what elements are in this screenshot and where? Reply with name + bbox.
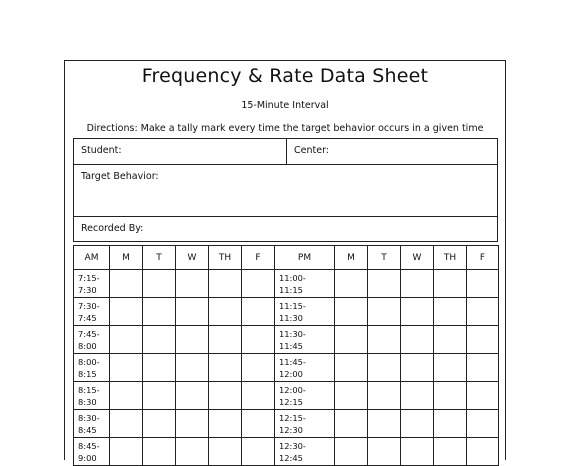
pm-tally-cell[interactable] (401, 410, 434, 438)
pm-tally-cell[interactable] (335, 326, 368, 354)
data-sheet (64, 60, 506, 463)
pm-tally-cell[interactable] (467, 410, 499, 438)
column-header-10: TH (434, 246, 467, 270)
pm-tally-cell[interactable] (434, 326, 467, 354)
am-tally-cell[interactable] (176, 410, 209, 438)
am-tally-cell[interactable] (242, 382, 275, 410)
target-behavior-field-label[interactable]: Target Behavior: (81, 171, 159, 182)
time-text: 7:45- (78, 329, 100, 339)
pm-tally-cell[interactable] (467, 382, 499, 410)
table-row (74, 270, 499, 298)
am-tally-cell[interactable] (209, 410, 242, 438)
pm-time-cell (275, 298, 335, 326)
pm-tally-cell[interactable] (368, 298, 401, 326)
column-header-8: T (368, 246, 401, 270)
column-header-6: PM (275, 246, 335, 270)
pm-tally-cell[interactable] (368, 354, 401, 382)
am-tally-cell[interactable] (110, 298, 143, 326)
time-text: 8:00 (78, 341, 97, 351)
pm-tally-cell[interactable] (434, 354, 467, 382)
pm-tally-cell[interactable] (401, 298, 434, 326)
table-row (74, 382, 499, 410)
am-tally-cell[interactable] (242, 410, 275, 438)
am-tally-cell[interactable] (176, 270, 209, 298)
pm-tally-cell[interactable] (335, 270, 368, 298)
time-text: 11:45 (279, 341, 303, 351)
am-tally-cell[interactable] (209, 298, 242, 326)
time-text: 11:15- (279, 301, 306, 311)
am-time-cell (74, 382, 110, 410)
am-tally-cell[interactable] (143, 298, 176, 326)
time-text: 8:30 (78, 397, 97, 407)
time-text: 11:15 (279, 285, 303, 295)
am-tally-cell[interactable] (209, 354, 242, 382)
time-text: 11:45- (279, 357, 306, 367)
time-text: 7:15- (78, 273, 100, 283)
time-text: 7:30 (78, 285, 97, 295)
am-tally-cell[interactable] (176, 298, 209, 326)
am-time-cell (74, 410, 110, 438)
pm-time-cell (275, 270, 335, 298)
am-tally-cell[interactable] (110, 326, 143, 354)
time-text: 11:30- (279, 329, 306, 339)
am-tally-cell[interactable] (143, 270, 176, 298)
column-header-11: F (467, 246, 499, 270)
pm-time-cell (275, 354, 335, 382)
pm-tally-cell[interactable] (467, 270, 499, 298)
am-time-cell (74, 270, 110, 298)
pm-tally-cell[interactable] (368, 410, 401, 438)
time-text: 8:15- (78, 385, 100, 395)
sheet-title: Frequency & Rate Data Sheet (141, 65, 429, 87)
am-tally-cell[interactable] (242, 326, 275, 354)
column-header-5: F (242, 246, 275, 270)
time-text: 9:00 (78, 453, 97, 463)
am-tally-cell[interactable] (242, 270, 275, 298)
am-tally-cell[interactable] (143, 410, 176, 438)
time-text: 11:00- (279, 273, 306, 283)
time-text: 8:15 (78, 369, 97, 379)
time-text: 12:45 (279, 453, 303, 463)
time-text: 8:45 (78, 425, 97, 435)
am-tally-cell[interactable] (110, 354, 143, 382)
pm-tally-cell[interactable] (467, 298, 499, 326)
time-text: 12:15 (279, 397, 303, 407)
time-text: 12:00 (279, 369, 303, 379)
pm-tally-cell[interactable] (434, 270, 467, 298)
pm-tally-cell[interactable] (368, 326, 401, 354)
target-behavior-row (74, 164, 497, 217)
am-tally-cell[interactable] (110, 270, 143, 298)
pm-time-cell (275, 410, 335, 438)
column-header-4: TH (209, 246, 242, 270)
interval-subtitle: 15-Minute Interval (241, 100, 329, 111)
column-header-9: W (401, 246, 434, 270)
grid-header-row (74, 246, 499, 270)
am-time-cell (74, 298, 110, 326)
column-header-0: AM (74, 246, 110, 270)
student-center-row (74, 139, 497, 165)
time-text: 7:45 (78, 313, 97, 323)
pm-tally-cell[interactable] (335, 410, 368, 438)
time-text: 12:30 (279, 425, 303, 435)
pm-tally-cell[interactable] (401, 326, 434, 354)
am-time-cell (74, 326, 110, 354)
pm-tally-cell[interactable] (401, 354, 434, 382)
time-text: 12:15- (279, 413, 306, 423)
am-tally-cell[interactable] (143, 326, 176, 354)
column-header-1: M (110, 246, 143, 270)
tally-grid (73, 245, 499, 466)
pm-tally-cell[interactable] (434, 382, 467, 410)
pm-tally-cell[interactable] (368, 382, 401, 410)
am-tally-cell[interactable] (209, 382, 242, 410)
time-text: 11:30 (279, 313, 303, 323)
student-field-label[interactable]: Student: (81, 145, 122, 156)
pm-tally-cell[interactable] (401, 382, 434, 410)
am-time-cell (74, 354, 110, 382)
am-tally-cell[interactable] (242, 354, 275, 382)
directions-text: Directions: Make a tally mark every time the target behavior occurs in a given time (86, 123, 484, 134)
info-box (73, 138, 498, 242)
recorded-by-field-label[interactable]: Recorded By: (81, 223, 144, 234)
pm-tally-cell[interactable] (335, 298, 368, 326)
column-header-7: M (335, 246, 368, 270)
pm-tally-cell[interactable] (434, 298, 467, 326)
am-tally-cell[interactable] (209, 270, 242, 298)
pm-tally-cell[interactable] (335, 382, 368, 410)
table-row (74, 326, 499, 354)
center-field-label[interactable]: Center: (294, 145, 330, 156)
pm-tally-cell[interactable] (335, 354, 368, 382)
pm-tally-cell[interactable] (368, 270, 401, 298)
am-tally-cell[interactable] (176, 326, 209, 354)
pm-time-cell (275, 326, 335, 354)
am-tally-cell[interactable] (242, 298, 275, 326)
time-text: 12:00- (279, 385, 306, 395)
pm-time-cell (275, 382, 335, 410)
time-text: 8:00- (78, 357, 100, 367)
time-text: 12:30- (279, 441, 306, 451)
pm-tally-cell[interactable] (434, 410, 467, 438)
table-row (74, 410, 499, 438)
table-row (74, 298, 499, 326)
field-divider (286, 139, 287, 164)
time-text: 7:30- (78, 301, 100, 311)
am-tally-cell[interactable] (110, 382, 143, 410)
am-tally-cell[interactable] (143, 382, 176, 410)
time-text: 8:45- (78, 441, 100, 451)
pm-tally-cell[interactable] (467, 326, 499, 354)
am-tally-cell[interactable] (176, 382, 209, 410)
am-tally-cell[interactable] (209, 326, 242, 354)
time-text: 8:30- (78, 413, 100, 423)
table-row (74, 354, 499, 382)
pm-tally-cell[interactable] (467, 354, 499, 382)
am-tally-cell[interactable] (176, 354, 209, 382)
column-header-2: T (143, 246, 176, 270)
column-header-3: W (176, 246, 209, 270)
am-tally-cell[interactable] (143, 354, 176, 382)
pm-tally-cell[interactable] (401, 270, 434, 298)
am-tally-cell[interactable] (110, 410, 143, 438)
